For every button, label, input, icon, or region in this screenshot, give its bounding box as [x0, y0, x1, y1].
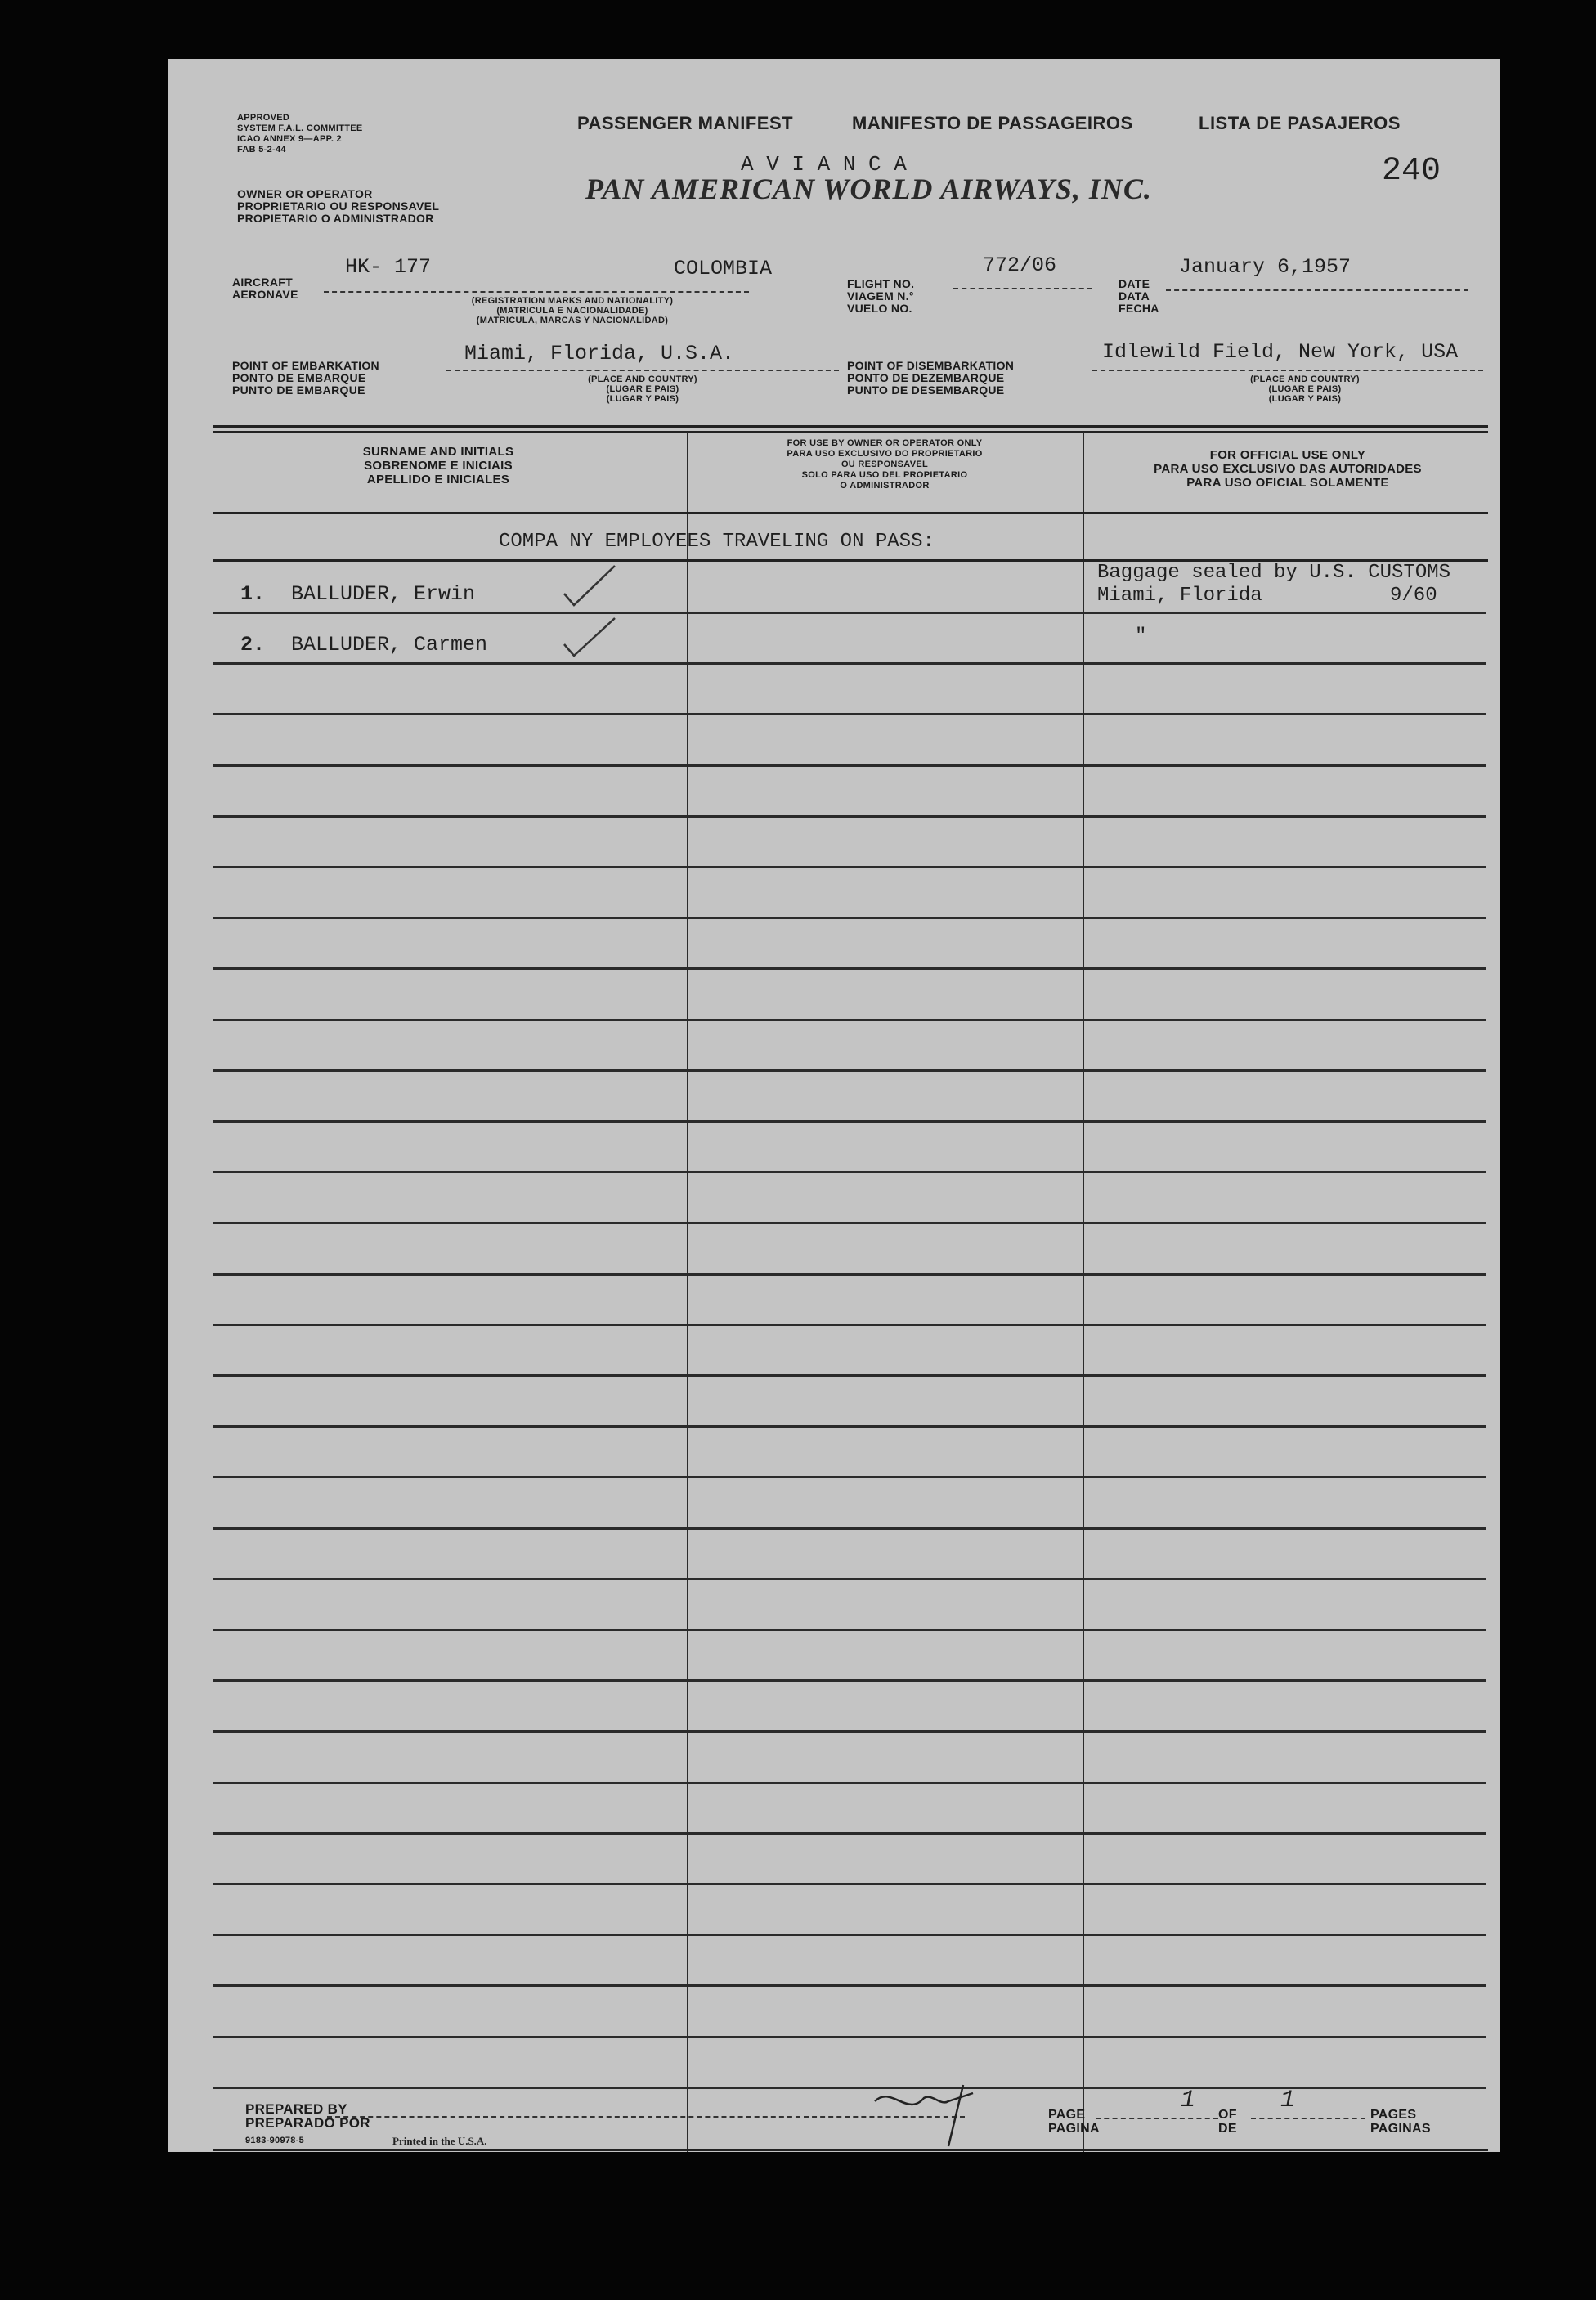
operator-typed: A V I A N C A	[741, 152, 907, 177]
ruled-line	[213, 662, 1486, 665]
approval-block	[237, 113, 363, 155]
ruled-line	[213, 1629, 1486, 1631]
embarkation-caption-line: (LUGAR Y PAIS)	[606, 394, 679, 404]
ruled-line	[213, 1934, 1486, 1936]
date-label-es: FECHA	[1119, 302, 1159, 315]
owner-label	[237, 188, 439, 225]
approval-line: ICAO ANNEX 9—APP. 2	[237, 134, 342, 144]
printed-in: Printed in the U.S.A.	[392, 2135, 487, 2147]
approval-line: APPROVED	[237, 113, 290, 123]
disembarkation-caption	[1199, 374, 1411, 404]
ruled-line	[213, 815, 1486, 818]
title-es: LISTA DE PASAJEROS	[1199, 113, 1401, 133]
embarkation-label-en: POINT OF EMBARKATION	[232, 359, 379, 372]
column-header-owner-use	[692, 438, 1078, 491]
disembarkation-label-pt: PONTO DE DEZEMBARQUE	[847, 371, 1005, 384]
prepared-by-es: PREPARADO POR	[245, 2115, 370, 2131]
disembarkation-label-es: PUNTO DE DESEMBARQUE	[847, 383, 1005, 397]
ruled-line	[213, 1324, 1486, 1326]
pages-value: 1	[1280, 2087, 1296, 2114]
ruled-line	[213, 1883, 1486, 1885]
of-label-en: OF	[1218, 2108, 1237, 2122]
title-en: PASSENGER MANIFEST	[577, 113, 794, 133]
aircraft-caption-line: (MATRICULA, MARCAS Y NACIONALIDAD)	[476, 316, 669, 325]
flight-underline	[953, 288, 1092, 289]
table-bottom-rule	[213, 2149, 1488, 2151]
column-header-owner-line: OU RESPONSAVEL	[841, 460, 929, 469]
embarkation-caption	[536, 374, 749, 404]
column-header-official-en: FOR OFFICIAL USE ONLY	[1209, 448, 1366, 462]
flight-label-es: VUELO NO.	[847, 302, 912, 315]
owner-label-es: PROPIETARIO O ADMINISTRADOR	[237, 212, 434, 225]
ruled-line	[213, 866, 1486, 868]
section-heading: COMPA NY EMPLOYEES TRAVELING ON PASS:	[499, 531, 935, 553]
date-label-en: DATE	[1119, 277, 1150, 290]
column-header-official-use	[1087, 448, 1488, 490]
aircraft-registration: HK- 177	[345, 255, 432, 279]
approval-line: SYSTEM F.A.L. COMMITTEE	[237, 123, 363, 133]
aircraft-label-pt: AERONAVE	[232, 288, 298, 301]
page-number-stamp: 240	[1382, 153, 1441, 190]
ruled-line	[213, 1374, 1486, 1377]
column-header-surname	[250, 445, 626, 486]
ruled-line	[213, 713, 1486, 715]
embarkation-caption-line: (PLACE AND COUNTRY)	[588, 374, 697, 384]
column-header-owner-line: FOR USE BY OWNER OR OPERATOR ONLY	[787, 438, 983, 448]
aircraft-caption	[401, 296, 744, 325]
disembarkation-label-en: POINT OF DISEMBARKATION	[847, 359, 1015, 372]
aircraft-caption-line: (REGISTRATION MARKS AND NATIONALITY)	[471, 296, 674, 306]
owner-label-en: OWNER OR OPERATOR	[237, 187, 373, 200]
page-line	[1096, 2118, 1218, 2119]
date-underline	[1166, 289, 1468, 291]
column-header-owner-line: SOLO PARA USO DEL PROPIETARIO	[801, 470, 968, 480]
table-top-rule	[213, 425, 1488, 428]
embarkation-place: Miami, Florida, U.S.A.	[464, 342, 735, 365]
ruled-line	[213, 2036, 1486, 2038]
passenger-number: 2.	[240, 633, 266, 657]
embarkation-caption-line: (LUGAR E PAIS)	[606, 384, 679, 394]
ruled-line	[213, 1120, 1486, 1123]
embarkation-label	[232, 360, 379, 397]
ruled-line	[213, 1069, 1486, 1072]
aircraft-label	[232, 276, 298, 301]
ruled-line	[213, 1171, 1486, 1173]
header-bottom-rule	[213, 512, 1488, 514]
passenger-name: BALLUDER, Erwin	[291, 582, 476, 606]
ruled-line	[213, 1019, 1486, 1021]
page-label-en: PAGE	[1048, 2108, 1086, 2122]
form-number: 9183-90978-5	[245, 2136, 305, 2145]
aircraft-caption-line: (MATRICULA E NACIONALIDADE)	[496, 306, 648, 316]
of-label-es: DE	[1218, 2122, 1237, 2136]
ruled-line	[213, 1782, 1486, 1784]
ruled-line	[213, 1984, 1486, 1987]
official-note-code: 9/60	[1390, 585, 1437, 607]
page-value: 1	[1181, 2087, 1196, 2114]
flight-date: January 6,1957	[1179, 255, 1352, 279]
ruled-line	[213, 1832, 1486, 1835]
aircraft-underline	[324, 291, 749, 293]
pages-label-es: PAGINAS	[1370, 2122, 1431, 2136]
column-header-surname-pt: SOBRENOME E INICIAIS	[364, 459, 513, 473]
aircraft-label-en: AIRCRAFT	[232, 276, 293, 289]
date-label	[1119, 278, 1159, 315]
ruled-line	[213, 967, 1486, 970]
ruled-line	[213, 612, 1486, 614]
ruled-line	[213, 1679, 1486, 1682]
column-header-official-pt: PARA USO EXCLUSIVO DAS AUTORIDADES	[1154, 462, 1422, 476]
disembarkation-caption-line: (PLACE AND COUNTRY)	[1250, 374, 1360, 384]
ruled-line	[213, 1273, 1486, 1276]
operator-printed: PAN AMERICAN WORLD AIRWAYS, INC.	[585, 173, 1152, 205]
ruled-line	[213, 1222, 1486, 1224]
title-pt: MANIFESTO DE PASSAGEIROS	[852, 113, 1133, 133]
ruled-line	[213, 2087, 1486, 2089]
column-divider-1	[687, 432, 688, 2152]
flight-label	[847, 278, 914, 315]
column-header-owner-line: O ADMINISTRADOR	[840, 481, 930, 491]
of-label	[1218, 2108, 1237, 2136]
official-note-line1: Baggage sealed by U.S. CUSTOMS	[1097, 562, 1451, 584]
ruled-line	[213, 917, 1486, 919]
flight-label-en: FLIGHT NO.	[847, 277, 915, 290]
owner-label-pt: PROPRIETARIO OU RESPONSAVEL	[237, 200, 440, 213]
date-label-pt: DATA	[1119, 289, 1150, 303]
official-note-ditto: "	[1135, 625, 1147, 648]
aircraft-nationality: COLOMBIA	[674, 257, 773, 280]
disembarkation-label	[847, 360, 1014, 397]
pages-label-pt: PAGES	[1370, 2108, 1417, 2122]
embarkation-label-pt: PONTO DE EMBARQUE	[232, 371, 366, 384]
signature-mark	[867, 2069, 1006, 2150]
official-note-line2: Miami, Florida	[1097, 585, 1262, 607]
column-header-owner-line: PARA USO EXCLUSIVO DO PROPRIETARIO	[787, 449, 983, 459]
ruled-line	[213, 764, 1486, 767]
embarkation-underline	[446, 370, 839, 371]
approval-line: FAB 5-2-44	[237, 145, 286, 155]
disembarkation-place: Idlewild Field, New York, USA	[1102, 340, 1459, 364]
checkmark-icon	[561, 563, 618, 608]
ruled-line	[213, 1578, 1486, 1580]
disembarkation-caption-line: (LUGAR E PAIS)	[1268, 384, 1342, 394]
flight-number: 772/06	[983, 253, 1057, 277]
ruled-line	[213, 1527, 1486, 1530]
column-header-official-es: PARA USO OFICIAL SOLAMENTE	[1186, 476, 1389, 490]
page-label	[1048, 2108, 1100, 2136]
column-header-surname-es: APELLIDO E INICIALES	[366, 473, 510, 486]
table-top-rule-2	[213, 431, 1488, 433]
ruled-line	[213, 1730, 1486, 1733]
pages-line	[1251, 2118, 1365, 2119]
page-label-es: PAGINA	[1048, 2122, 1100, 2136]
pages-label	[1370, 2108, 1431, 2136]
ruled-line	[213, 1476, 1486, 1478]
embarkation-label-es: PUNTO DE EMBARQUE	[232, 383, 365, 397]
column-header-surname-en: SURNAME AND INITIALS	[362, 445, 514, 459]
checkmark-icon	[561, 615, 618, 661]
passenger-name: BALLUDER, Carmen	[291, 633, 488, 657]
manifest-sheet	[168, 59, 1500, 2152]
passenger-number: 1.	[240, 582, 266, 606]
disembarkation-caption-line: (LUGAR Y PAIS)	[1268, 394, 1342, 404]
ruled-line	[213, 1425, 1486, 1428]
flight-label-pt: VIAGEM N.°	[847, 289, 914, 303]
prepared-by-en: PREPARED BY	[245, 2101, 347, 2117]
disembarkation-underline	[1092, 370, 1483, 371]
column-divider-2	[1083, 432, 1084, 2152]
